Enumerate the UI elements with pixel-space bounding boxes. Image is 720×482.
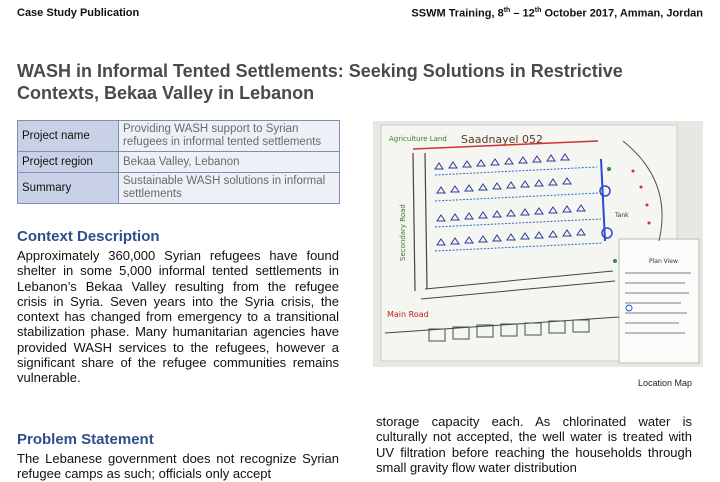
- legend-title: Plan View: [649, 258, 678, 265]
- row-value: Providing WASH support to Syrian refugees in informal tented settlements: [119, 121, 340, 152]
- row-value: Sustainable WASH solutions in informal settlements: [119, 173, 340, 204]
- project-info-table: [17, 120, 340, 204]
- row-label: Project region: [18, 152, 119, 173]
- corner-label: Agriculture Land: [389, 135, 447, 143]
- tank-label: Tank: [615, 212, 629, 219]
- problem-heading: Problem Statement: [17, 431, 154, 448]
- sketch-title: Saadnayel 052: [461, 133, 543, 146]
- table-row: [18, 121, 340, 152]
- right-column-paragraph: storage capacity each. As chlorinated water is culturally not accepted, the well water is treated with UV filtration before reaching the households through small gravity flow water distribution: [376, 414, 692, 475]
- context-paragraph: Approximately 360,000 Syrian refugees have found shelter in some 5,000 informal tented settlements in Lebanon’s Bekaa Valley resulting from the refugee crisis in Syria. Seven years into the Syria crisis, the context has changed from emergency to a transitional stabilization phase. Many humanitarian agencies have provided WASH services to the refugees, however a significant share of the refugee communities remains vulnerable.: [17, 248, 339, 386]
- row-label: Project name: [18, 121, 119, 152]
- location-map-photo: [373, 121, 703, 367]
- table-row: [18, 173, 340, 204]
- publication-type: Case Study Publication: [17, 7, 140, 19]
- training-info: SSWM Training, 8th – 12th October 2017, Amman, Jordan: [411, 7, 703, 20]
- main-road-label: Main Road: [387, 310, 429, 319]
- secondary-road-label: Secondary Road: [399, 204, 407, 261]
- row-label: Summary: [18, 173, 119, 204]
- document-title: WASH in Informal Tented Settlements: Seeking Solutions in Restrictive Contexts, Bekaa Valley in Lebanon: [17, 61, 623, 103]
- problem-paragraph: The Lebanese government does not recognize Syrian refugee camps as such; officials only accept: [17, 451, 339, 482]
- map-sketch: [373, 121, 703, 367]
- context-heading: Context Description: [17, 228, 160, 245]
- row-value: Bekaa Valley, Lebanon: [119, 152, 340, 173]
- table-row: [18, 152, 340, 173]
- map-caption: Location Map: [637, 378, 692, 388]
